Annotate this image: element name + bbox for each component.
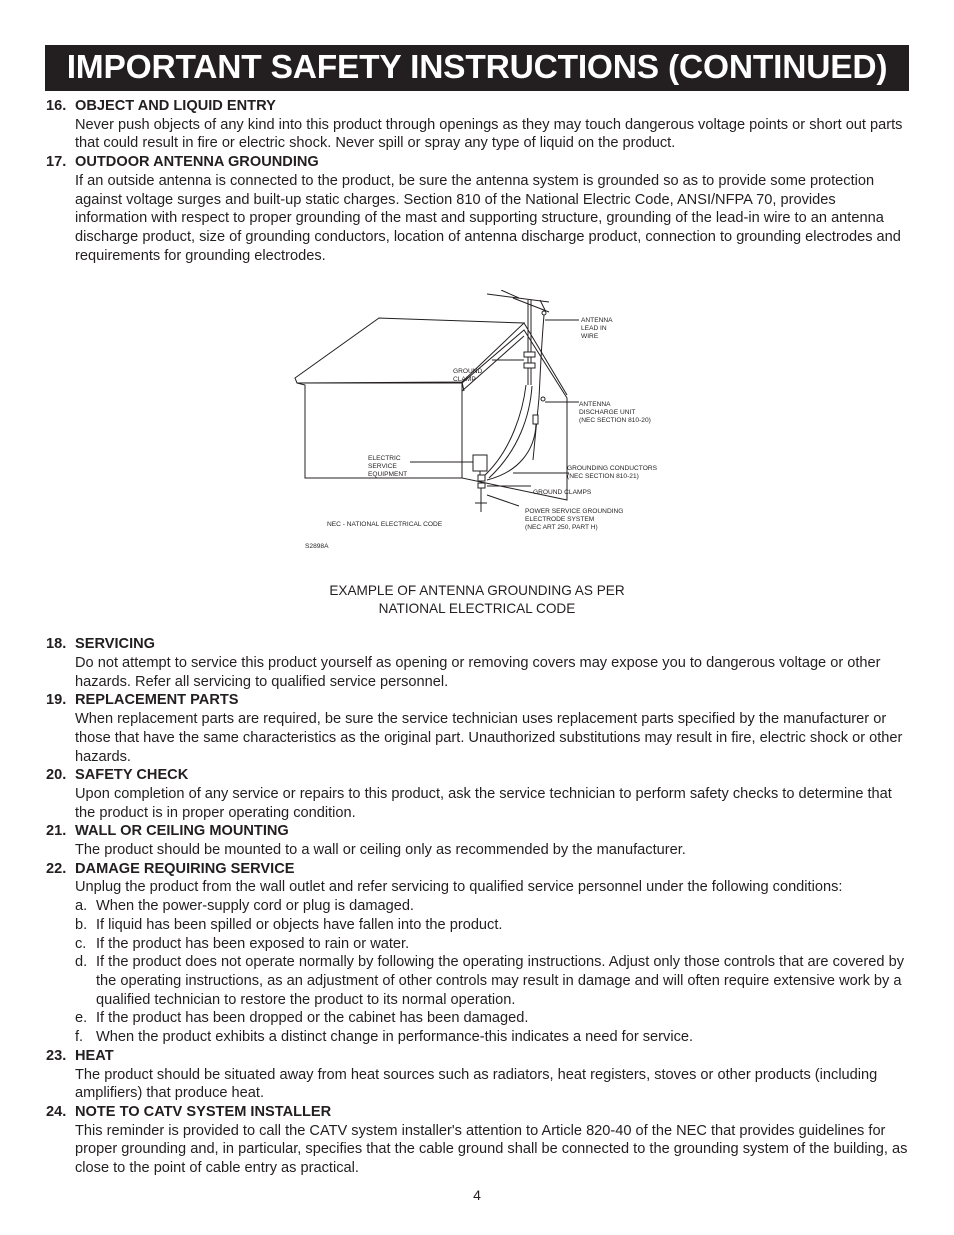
section-number: 16. — [46, 98, 67, 114]
section-19 — [46, 691, 908, 766]
antenna-grounding-diagram — [287, 290, 667, 555]
section-number: 18. — [46, 636, 67, 653]
section-title: HEAT — [75, 1047, 114, 1064]
section-24 — [46, 1103, 908, 1178]
section-number: 22. — [46, 860, 67, 877]
list-letter: b. — [75, 916, 88, 933]
section-18 — [46, 635, 908, 691]
section-heading — [46, 1103, 908, 1122]
label-grounding-conductors: GROUNDING CONDUCTORS — [567, 465, 657, 473]
section-title: REPLACEMENT PARTS — [75, 692, 239, 709]
list-letter: c. — [75, 935, 87, 952]
section-heading — [46, 153, 908, 172]
label-discharge-unit: (NEC SECTION 810-20) — [579, 417, 651, 425]
section-body: The product should be situated away from heat sources such as radiators, heat registers, stoves or other products (including amplifiers) that produce heat. — [75, 1066, 878, 1102]
page-title: IMPORTANT SAFETY INSTRUCTIONS (CONTINUED) — [45, 45, 909, 91]
section-heading — [46, 635, 908, 654]
section-number: 17. — [46, 154, 67, 171]
label-discharge-unit: DISCHARGE UNIT — [579, 409, 636, 417]
section-title: WALL OR CEILING MOUNTING — [75, 823, 289, 840]
list-letter: d. — [75, 954, 88, 971]
section-heading — [46, 97, 908, 116]
label-antenna-lead: ANTENNA — [581, 317, 613, 325]
label-nec-definition: NEC - NATIONAL ELECTRICAL CODE — [327, 521, 443, 529]
instructions-content — [46, 97, 908, 1178]
list-text: If the product has been exposed to rain or water. — [96, 935, 410, 952]
label-power-grounding: POWER SERVICE GROUNDING — [525, 508, 624, 516]
section-body: This reminder is provided to call the CATV system installer's attention to Article 820-40 of the NEC that provides guidelines for proper grounding and, in particular, specifies that the cable ground shall be connected to the grounding system of the building, as close to the point of cable entry as practical. — [75, 1122, 908, 1177]
list-letter: f. — [75, 1029, 84, 1046]
section-body: If an outside antenna is connected to the product, be sure the antenna system is grounded so as to provide some protection against voltage surges and built-up static charges. Section 810 of the National Electric Code, ANSI/NFPA 70, provides information with respect to proper grounding of the mast and supporting structure, grounding of the lead-in wire to an antenna discharge product, size of grounding conductors, location of antenna discharge product, connection to grounding electrodes and requirements for grounding electrodes. — [75, 172, 901, 264]
antenna-grounding-figure — [46, 265, 908, 635]
ground-clamp — [478, 475, 485, 481]
section-number: 21. — [46, 823, 67, 840]
label-ground-clamps: GROUND CLAMPS — [533, 489, 592, 497]
list-text: If the product does not operate normally by following the operating instructions. Adjust only those controls that are covered by the operating instructions, as an adjustment of other controls may result in damage and will often require extensive work by a qualified technician to restore the product to its normal operation. — [96, 954, 904, 1008]
mast-clamp — [524, 352, 535, 357]
label-ground-clamp: GROUND — [453, 368, 483, 376]
list-text: When the product exhibits a distinct change in performance-this indicates a need for service. — [96, 1029, 694, 1046]
section-title: DAMAGE REQUIRING SERVICE — [75, 860, 295, 877]
section-heading — [46, 691, 908, 710]
list-item — [46, 953, 908, 1009]
label-power-grounding: ELECTRODE SYSTEM — [525, 516, 595, 524]
label-grounding-conductors: (NEC SECTION 810-21) — [567, 473, 639, 481]
list-text: If liquid has been spilled or objects have fallen into the product. — [96, 916, 503, 933]
section-body: Never push objects of any kind into this product through openings as they may touch dangerous voltage points or short out parts that could result in fire or electric shock. Never spill or spray any type of liquid on the product. — [75, 116, 903, 152]
list-letter: a. — [75, 898, 88, 915]
electric-service-box — [473, 455, 487, 471]
list-text: If the product has been dropped or the cabinet has been damaged. — [96, 1010, 529, 1027]
list-letter: e. — [75, 1010, 88, 1027]
label-electric-service: SERVICE — [368, 463, 397, 471]
section-20 — [46, 766, 908, 822]
caption-line: EXAMPLE OF ANTENNA GROUNDING AS PER — [329, 583, 625, 599]
list-item — [46, 935, 908, 954]
figure-caption — [46, 582, 908, 617]
list-item — [46, 1009, 908, 1028]
section-17 — [46, 153, 908, 265]
label-antenna-lead: LEAD IN — [581, 325, 607, 333]
section-heading — [46, 766, 908, 785]
label-discharge-unit: ANTENNA — [579, 401, 611, 409]
label-electric-service: ELECTRIC — [368, 455, 401, 463]
section-body: Unplug the product from the wall outlet and refer servicing to qualified service personnel under the following conditions: — [75, 879, 843, 896]
section-23 — [46, 1047, 908, 1103]
section-title: OBJECT AND LIQUID ENTRY — [75, 98, 276, 114]
list-item — [46, 916, 908, 935]
section-number: 24. — [46, 1103, 67, 1120]
page-number: 4 — [473, 1187, 481, 1203]
label-electric-service: EQUIPMENT — [368, 471, 408, 479]
section-16 — [46, 97, 908, 153]
list-item — [46, 897, 908, 916]
label-power-grounding: (NEC ART 250, PART H) — [525, 524, 598, 532]
section-title: SERVICING — [75, 636, 156, 653]
section-body: Upon completion of any service or repairs to this product, ask the service technician to perform safety checks to determine that the product is in proper operating condition. — [75, 785, 892, 821]
label-antenna-lead: WIRE — [581, 333, 599, 341]
list-item — [46, 1028, 908, 1047]
section-body: When replacement parts are required, be sure the service technician uses replacement parts specified by the manufacturer or those that have the same characteristics as the original part. Unauthorized substitutions may result in fire, electric shock or other hazards. — [75, 711, 903, 765]
section-heading — [46, 1047, 908, 1066]
label-figure-code: S2898A — [305, 543, 329, 551]
caption-line: NATIONAL ELECTRICAL CODE — [378, 600, 576, 616]
section-body: The product should be mounted to a wall or ceiling only as recommended by the manufacturer. — [75, 842, 686, 859]
section-22 — [46, 860, 908, 1047]
section-number: 19. — [46, 692, 67, 709]
list-text: When the power-supply cord or plug is damaged. — [96, 898, 414, 915]
section-title: OUTDOOR ANTENNA GROUNDING — [75, 154, 319, 171]
section-number: 20. — [46, 767, 67, 784]
label-ground-clamp: CLAMP — [453, 376, 476, 384]
section-heading — [46, 860, 908, 879]
section-heading — [46, 822, 908, 841]
section-body: Do not attempt to service this product yourself as opening or removing covers may expose you to dangerous voltage or other hazards. Refer all servicing to qualified service personnel. — [75, 655, 881, 690]
section-title: SAFETY CHECK — [75, 767, 189, 784]
section-number: 23. — [46, 1047, 67, 1064]
section-title: NOTE TO CATV SYSTEM INSTALLER — [75, 1103, 332, 1120]
section-21 — [46, 822, 908, 859]
discharge-unit — [533, 415, 538, 424]
